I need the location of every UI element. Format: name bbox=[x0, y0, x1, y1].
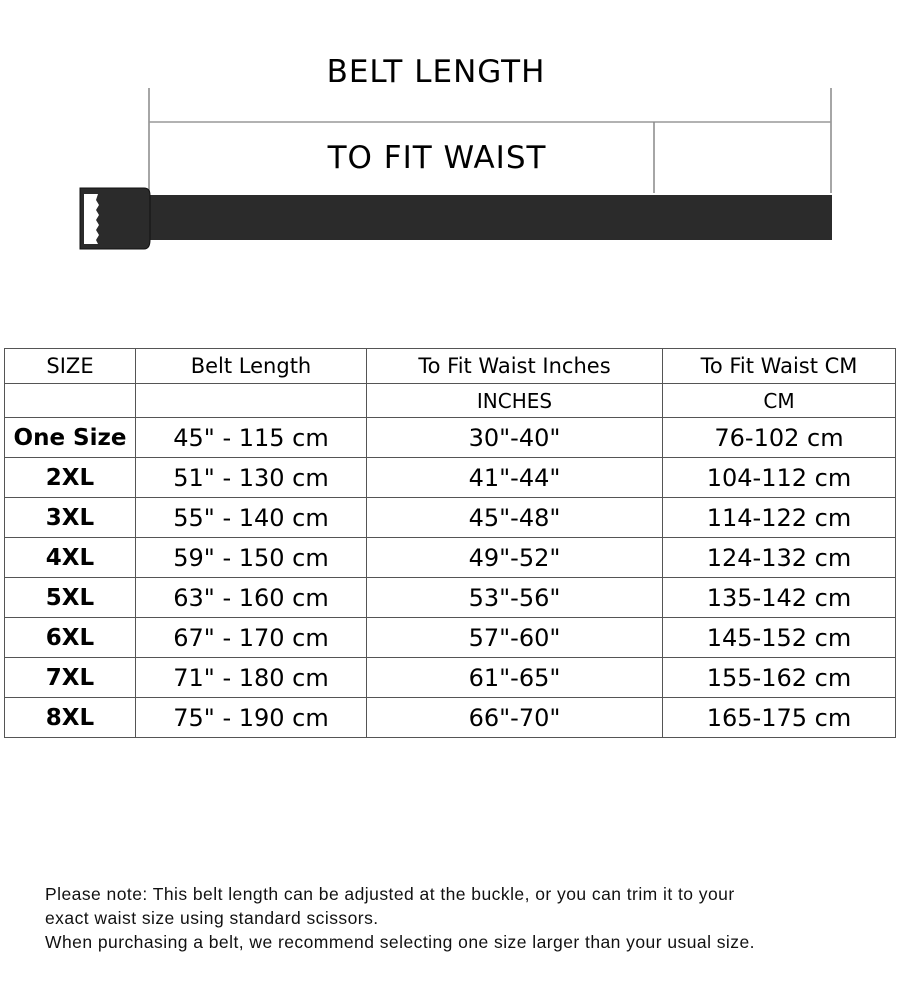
table-row bbox=[5, 658, 896, 698]
waist-cm-cell: 155-162 cm bbox=[663, 658, 896, 698]
table-row bbox=[5, 698, 896, 738]
header-waist-cm: To Fit Waist CM bbox=[663, 349, 896, 384]
table-row bbox=[5, 538, 896, 578]
size-cell: 5XL bbox=[5, 578, 136, 618]
unit-belt-length bbox=[136, 384, 367, 418]
waist-cm-cell: 104-112 cm bbox=[663, 458, 896, 498]
waist-inches-cell: 66"-70" bbox=[367, 698, 663, 738]
waist-cm-cell: 124-132 cm bbox=[663, 538, 896, 578]
table-row bbox=[5, 458, 896, 498]
belt-length-cell: 51" - 130 cm bbox=[136, 458, 367, 498]
table-row bbox=[5, 418, 896, 458]
waist-cm-cell: 76-102 cm bbox=[663, 418, 896, 458]
belt-length-cell: 71" - 180 cm bbox=[136, 658, 367, 698]
table-header-row bbox=[5, 349, 896, 384]
waist-cm-cell: 114-122 cm bbox=[663, 498, 896, 538]
note-line-2: exact waist size using standard scissors. bbox=[45, 908, 379, 928]
belt-length-cell: 63" - 160 cm bbox=[136, 578, 367, 618]
belt-length-cell: 55" - 140 cm bbox=[136, 498, 367, 538]
size-cell: 6XL bbox=[5, 618, 136, 658]
size-cell: 4XL bbox=[5, 538, 136, 578]
unit-cm: CM bbox=[663, 384, 896, 418]
waist-inches-cell: 57"-60" bbox=[367, 618, 663, 658]
header-waist-inches: To Fit Waist Inches bbox=[367, 349, 663, 384]
belt-illustration bbox=[0, 0, 900, 270]
waist-inches-cell: 30"-40" bbox=[367, 418, 663, 458]
table-row bbox=[5, 498, 896, 538]
waist-inches-cell: 53"-56" bbox=[367, 578, 663, 618]
waist-cm-cell: 165-175 cm bbox=[663, 698, 896, 738]
belt-length-label: BELT LENGTH bbox=[326, 54, 546, 90]
header-size: SIZE bbox=[5, 349, 136, 384]
size-cell: 2XL bbox=[5, 458, 136, 498]
waist-cm-cell: 135-142 cm bbox=[663, 578, 896, 618]
belt-length-cell: 45" - 115 cm bbox=[136, 418, 367, 458]
table-unit-row bbox=[5, 384, 896, 418]
table-row bbox=[5, 618, 896, 658]
size-cell: 3XL bbox=[5, 498, 136, 538]
belt-length-cell: 59" - 150 cm bbox=[136, 538, 367, 578]
size-chart-table bbox=[4, 348, 896, 738]
belt-diagram bbox=[0, 0, 900, 270]
waist-inches-cell: 41"-44" bbox=[367, 458, 663, 498]
unit-inches: INCHES bbox=[367, 384, 663, 418]
waist-inches-cell: 61"-65" bbox=[367, 658, 663, 698]
fit-waist-label: TO FIT WAIST bbox=[327, 140, 547, 176]
size-cell: 8XL bbox=[5, 698, 136, 738]
waist-inches-cell: 45"-48" bbox=[367, 498, 663, 538]
sizing-note bbox=[45, 882, 895, 954]
unit-size bbox=[5, 384, 136, 418]
size-cell: 7XL bbox=[5, 658, 136, 698]
belt-length-cell: 67" - 170 cm bbox=[136, 618, 367, 658]
belt-length-cell: 75" - 190 cm bbox=[136, 698, 367, 738]
waist-inches-cell: 49"-52" bbox=[367, 538, 663, 578]
belt-strap bbox=[146, 195, 832, 240]
note-line-3: When purchasing a belt, we recommend selecting one size larger than your usual size. bbox=[45, 932, 755, 952]
waist-cm-cell: 145-152 cm bbox=[663, 618, 896, 658]
note-line-1: Please note: This belt length can be adjusted at the buckle, or you can trim it to your bbox=[45, 884, 735, 904]
size-cell: One Size bbox=[5, 418, 136, 458]
table-row bbox=[5, 578, 896, 618]
header-belt-length: Belt Length bbox=[136, 349, 367, 384]
